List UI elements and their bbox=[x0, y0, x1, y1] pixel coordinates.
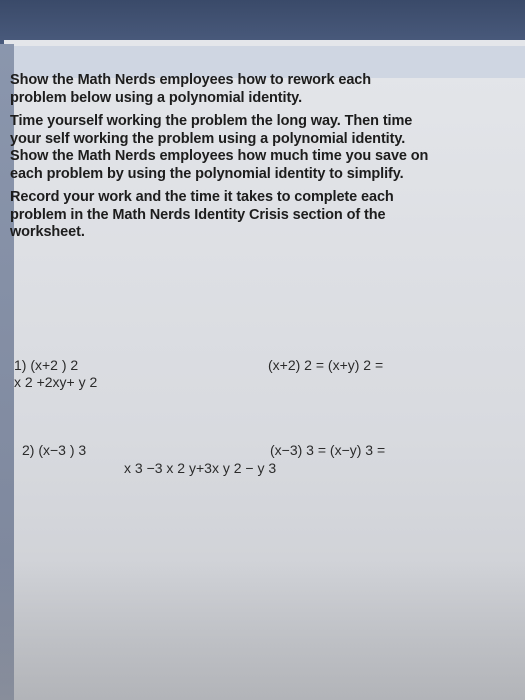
problem-2-expansion: x 3 −3 x 2 y+3x y 2 − y 3 bbox=[124, 460, 277, 476]
problem-1-identity: (x+2) 2 = (x+y) 2 = bbox=[268, 357, 384, 373]
instruction-paragraph-2: Time yourself working the problem the long way. Then time your self working the problem using a polynomial identity. Show the Math Nerds employees how much time you save on each problem by using the polynomial identity to simplify. bbox=[10, 113, 429, 182]
instruction-paragraph-3: Record your work and the time it takes to complete each problem in the Math Nerds Identity Crisis section of the worksheet. bbox=[10, 189, 394, 240]
problem-1-label: 1) (x+2 ) 2 bbox=[14, 357, 79, 373]
problem-2-identity: (x−3) 3 = (x−y) 3 = bbox=[270, 442, 386, 458]
instruction-paragraph-1: Show the Math Nerds employees how to rework each problem below using a polynomial identity. bbox=[10, 72, 372, 106]
instructions-block bbox=[10, 72, 430, 248]
problem-1-expansion: x 2 +2xy+ y 2 bbox=[14, 374, 98, 390]
problem-2-label: 2) (x−3 ) 3 bbox=[22, 442, 87, 458]
